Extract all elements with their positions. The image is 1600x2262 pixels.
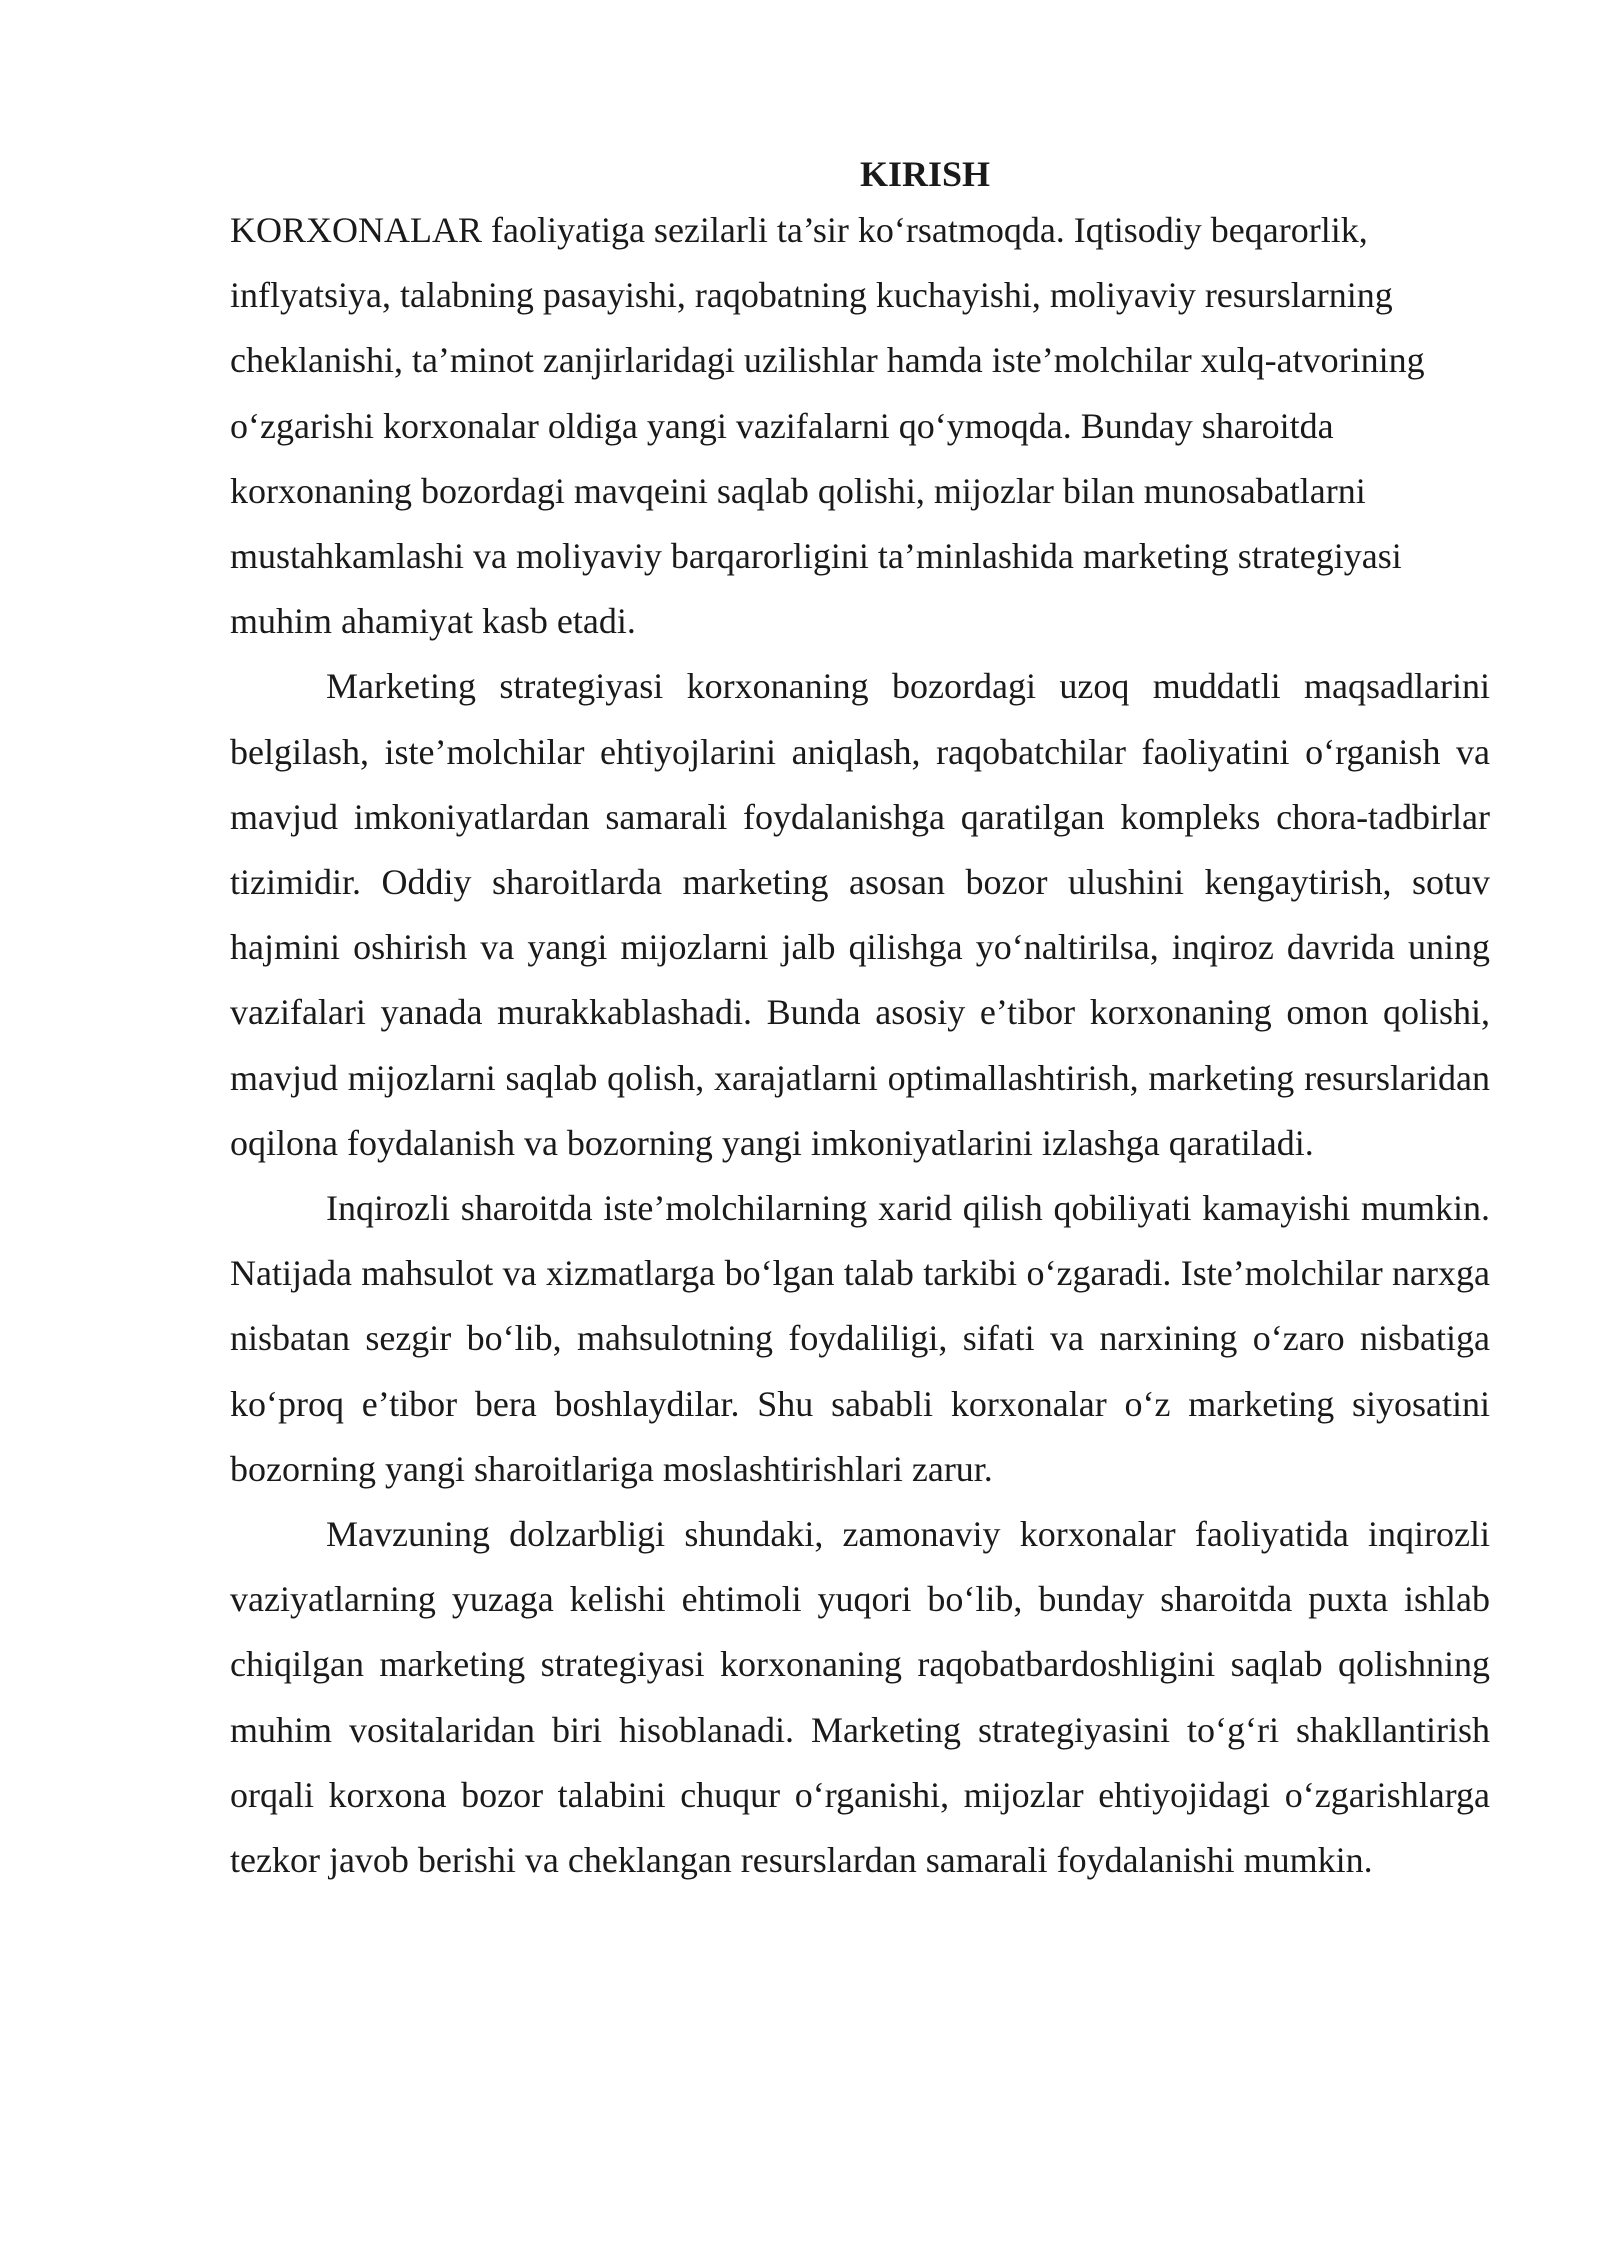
paragraph-1: KORXONALAR faoliyatiga sezilarli ta’sir ko‘rsatmoqda. Iqtisodiy beqarorlik, inflyatsiya, talabning pasayishi, raqobatning kuchayishi, moliyaviy resurslarning cheklanishi, ta’minot zanjirlaridagi uzilishlar hamda iste’molchilar xulq-atvorining o‘zgarishi korxonalar oldiga yangi vazifalarni qo‘ymoqda. Bunday sharoitda korxonaning bozordagi mavqeini saqlab qolishi, mijozlar bilan munosabatlarni mustahkamlashi va moliyaviy barqarorligini ta’minlashida marketing strategiyasi muhim ahamiyat kasb etadi. (230, 210, 1425, 642)
paragraph-2: Marketing strategiyasi korxonaning bozordagi uzoq muddatli maqsadlarini belgilash, iste’molchilar ehtiyojlarini aniqlash, raqobatchilar faoliyatini o‘rganish va mavjud imkoniyatlardan samarali foydalanishga qaratilgan kompleks chora-tadbirlar tizimidir. Oddiy sharoitlarda marketing asosan bozor ulushini kengaytirish, sotuv hajmini oshirish va yangi mijozlarni jalb qilishga yo‘naltirilsa, inqiroz davrida uning vazifalari yanada murakkablashadi. Bunda asosiy e’tibor korxonaning omon qolishi, mavjud mijozlarni saqlab qolish, xarajatlarni optimallashtirish, marketing resurslaridan oqilona foydalanish va bozorning yangi imkoniyatlarini izlashga qaratiladi. (230, 666, 1490, 1163)
paragraph-4: Mavzuning dolzarbligi shundaki, zamonaviy korxonalar faoliyatida inqirozli vaziyatlarning yuzaga kelishi ehtimoli yuqori bo‘lib, bunday sharoitda puxta ishlab chiqilgan marketing strategiyasi korxonaning raqobatbardoshligini saqlab qolishning muhim vositalaridan biri hisoblanadi. Marketing strategiyasini to‘g‘ri shakllantirish orqali korxona bozor talabini chuqur o‘rganishi, mijozlar ehtiyojidagi o‘zgarishlarga tezkor javob berishi va cheklangan resurslardan samarali foydalanishi mumkin. (230, 1514, 1490, 1881)
document-body (230, 150, 1490, 1893)
paragraph-3: Inqirozli sharoitda iste’molchilarning xarid qilish qobiliyati kamayishi mumkin. Natijada mahsulot va xizmatlarga bo‘lgan talab tarkibi o‘zgaradi. Iste’molchilar narxga nisbatan sezgir bo‘lib, mahsulotning foydaliligi, sifati va narxining o‘zaro nisbatiga ko‘proq e’tibor bera boshlaydilar. Shu sababli korxonalar o‘z marketing siyosatini bozorning yangi sharoitlariga moslashtirishlari zarur. (230, 1188, 1490, 1489)
page-title: KIRISH (859, 154, 991, 194)
